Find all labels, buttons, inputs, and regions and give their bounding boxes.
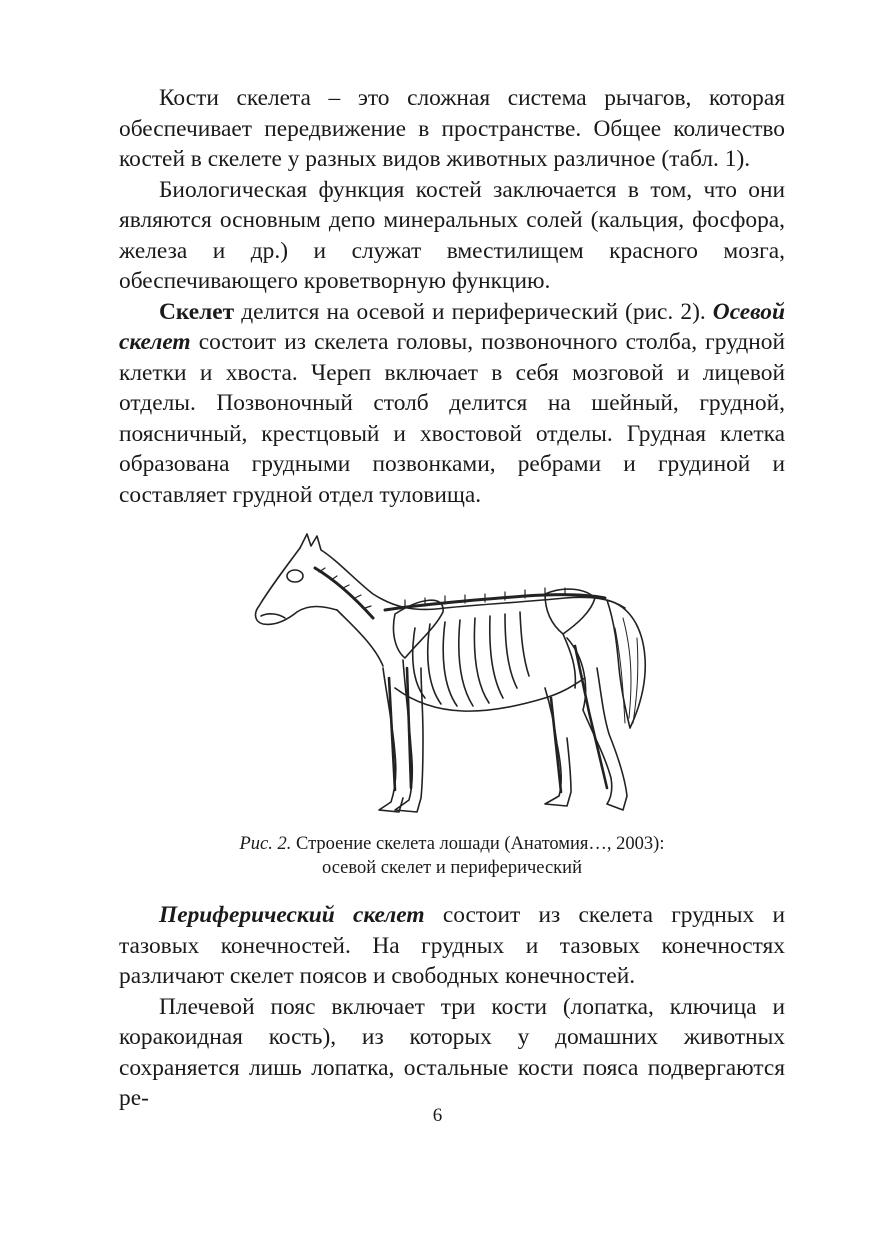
term-skeleton: Скелет (159, 298, 235, 325)
text-block-top (119, 83, 785, 510)
paragraph-biological-function: Биологическая функция костей заключается в том, что они являются основным депо минеральных солей (кальция, фосфора, железа и др.) и служат вместилищем красного мозга, обеспечивающего кроветворную функцию. (119, 176, 785, 294)
paragraph-shoulder-girdle: Плечевой пояс включает три кости (лопатка, ключица и коракоидная кость), из которых у домашних животных сохраняется лишь лопатка, остальные кости пояса подвергаются ре- (119, 993, 785, 1111)
term-axial-skeleton: Осевой скелет (119, 298, 785, 355)
caption-line-2: осевой скелет и периферический (322, 858, 582, 878)
caption-label: Рис. 2. (239, 834, 292, 854)
paragraph-skeleton-division (119, 297, 785, 511)
horse-skeleton-figure (245, 528, 665, 823)
caption-text: Строение скелета лошади (Анатомия…, 2003): (291, 834, 665, 854)
paragraph-bones-levers: Кости скелета – это сложная система рычагов, которая обеспечивает передвижение в пространстве. Общее количество костей в скелете у разных видов животных различное (табл. 1). (119, 85, 785, 172)
page-number: 6 (432, 1105, 443, 1126)
caption-line-1 (119, 832, 785, 856)
paragraph-text-part: делится на осевой и периферический (рис. 2). (234, 298, 713, 325)
horse-skeleton-icon (245, 528, 665, 823)
figure-caption (119, 832, 785, 880)
paragraph-text-part: состоит из скелета грудных и тазовых конечностей. На грудных и тазовых конечностях различают скелет поясов и свободных конечностей. (119, 902, 785, 989)
paragraph-text-part: состоит из скелета головы, позвоночного столба, грудной клетки и хвоста. Череп включает в себя мозговой и лицевой отделы. Позвоночный столб делится на шейный, грудной, поясничный, крестцовый и хвостовой отделы. Грудная клетка образована грудными позвонками, ребрами и грудиной и составляет грудной отдел туловища. (119, 329, 785, 508)
term-peripheral-skeleton: Периферический скелет (159, 902, 425, 928)
text-block-bottom (119, 900, 785, 1114)
paragraph-peripheral-skeleton (119, 900, 785, 992)
